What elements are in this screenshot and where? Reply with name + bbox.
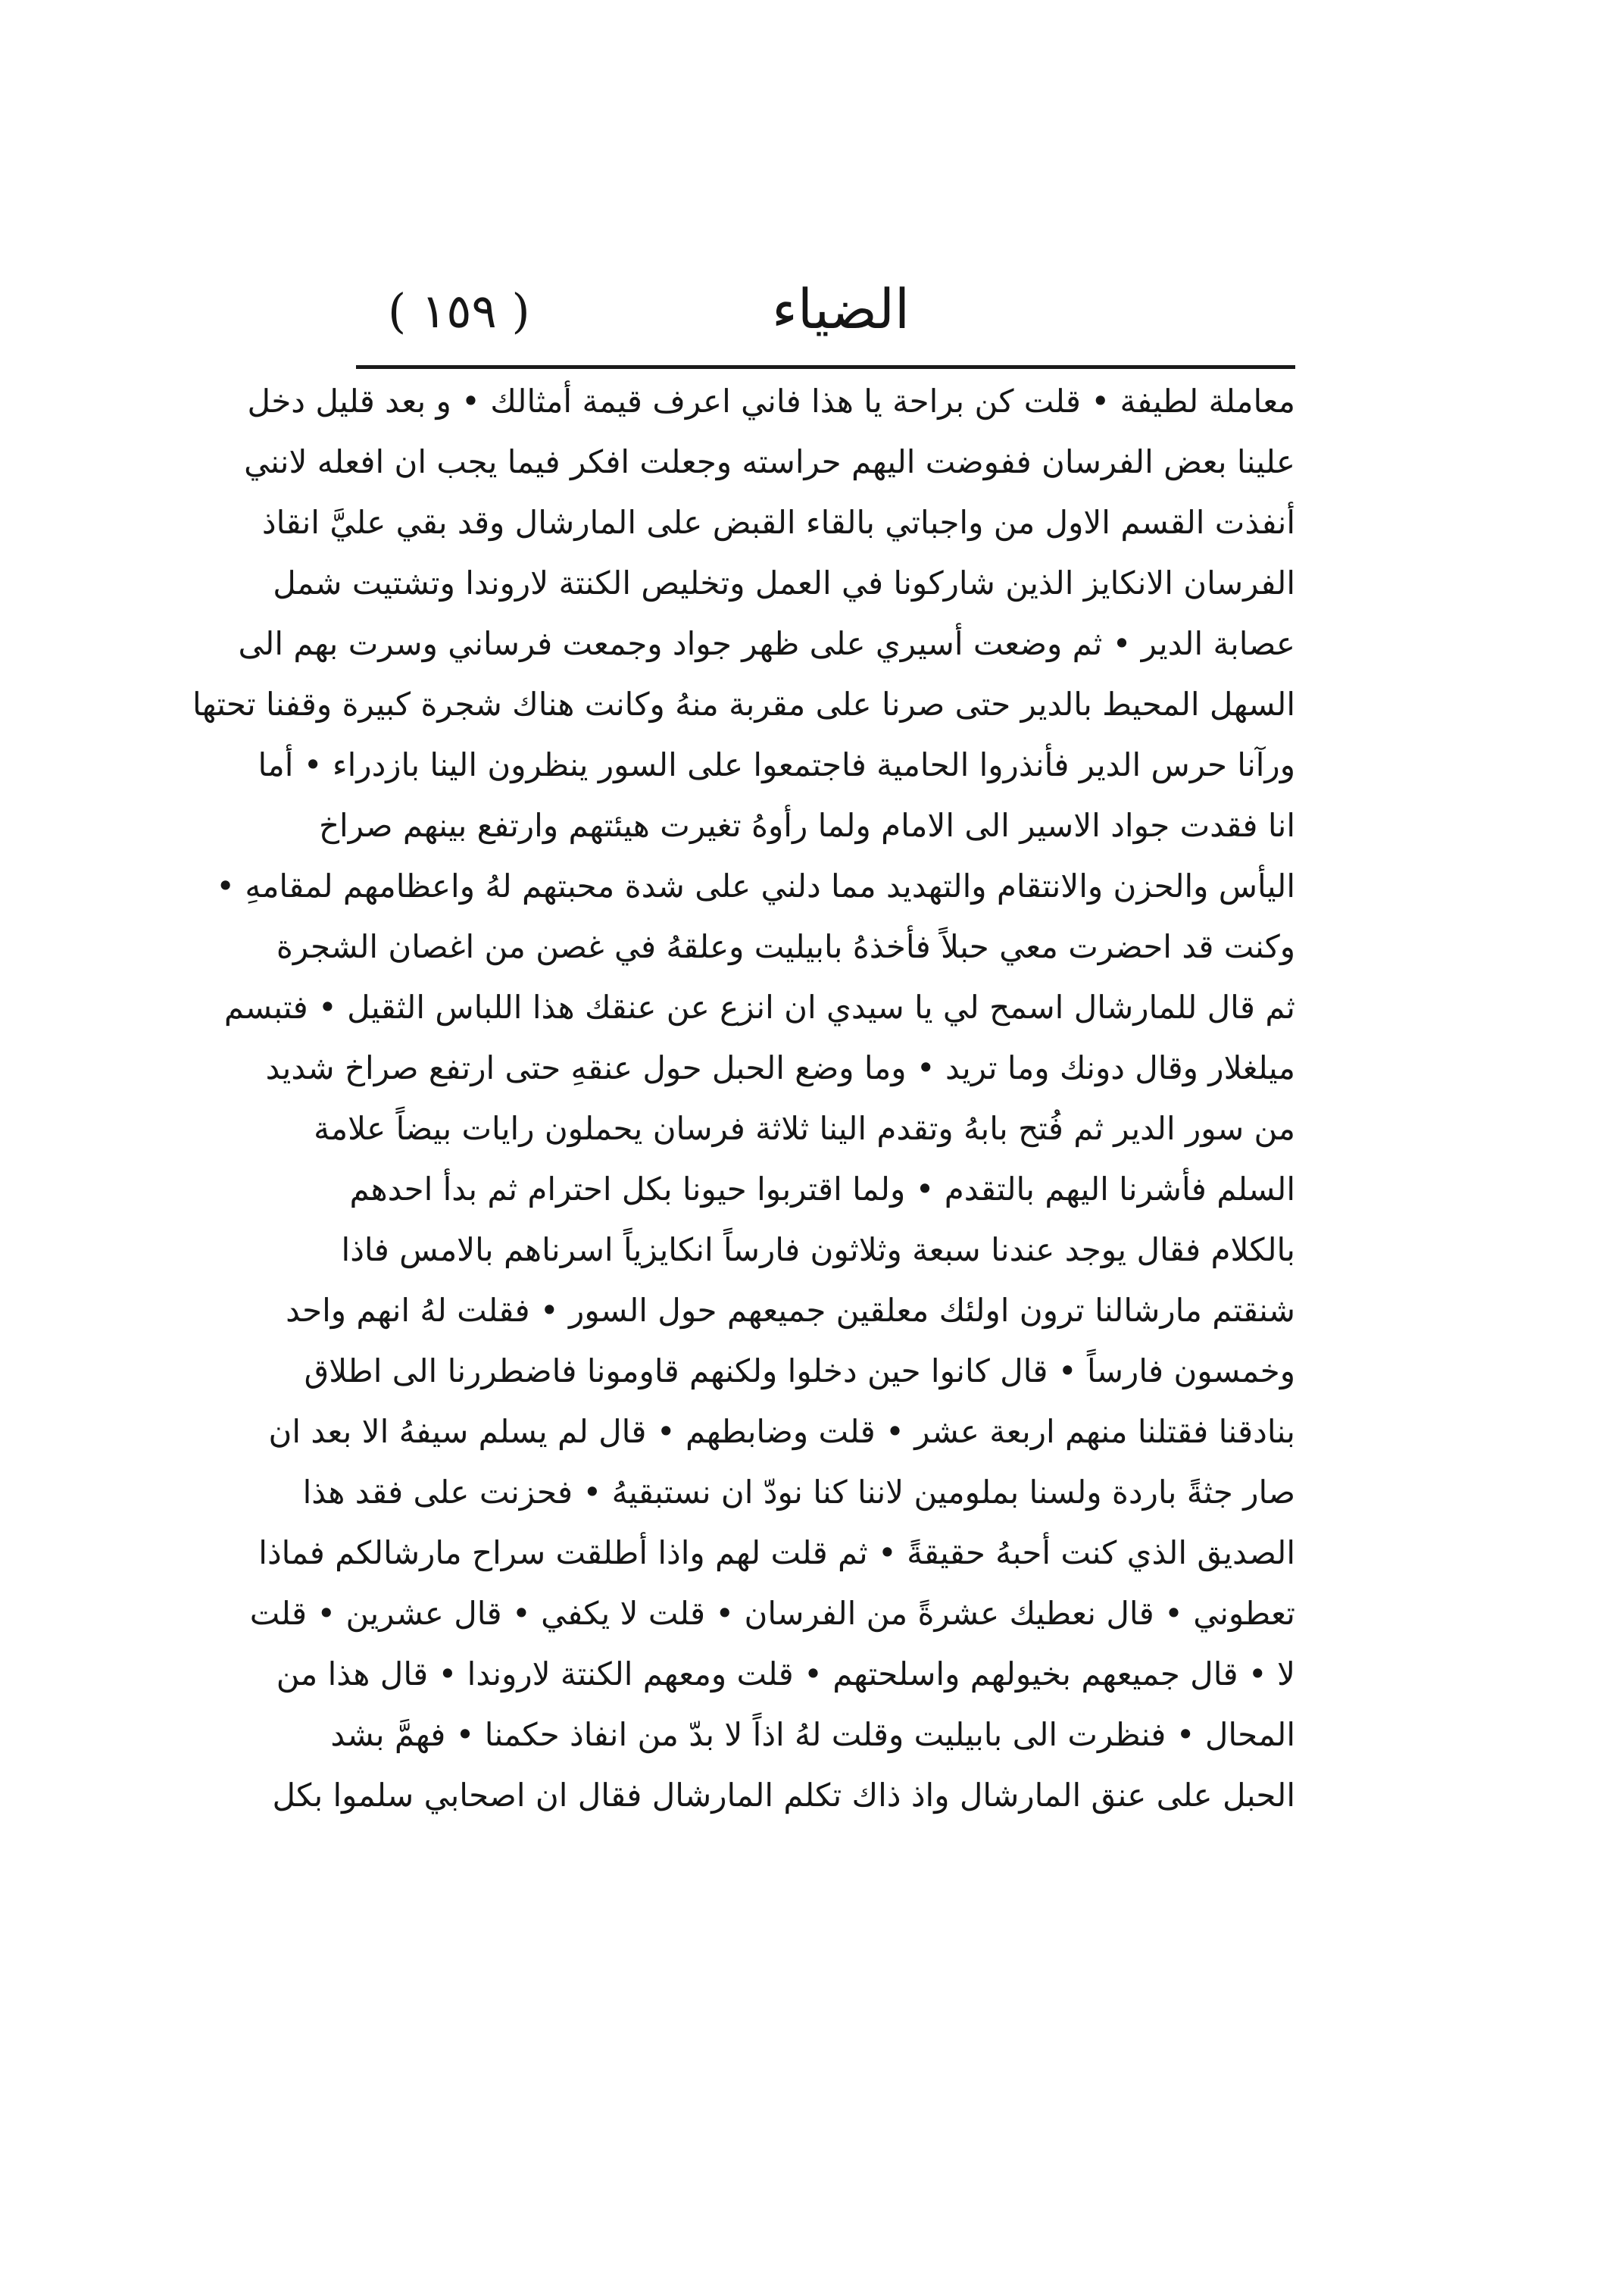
header-rule: [356, 365, 1295, 369]
text-line: معاملة لطيفة • قلت كن براحة يا هذا فاني اعرف قيمة أمثالك • و بعد قليل دخل: [247, 383, 1295, 420]
text-line: السلم فأشرنا اليهم بالتقدم • ولما اقتربوا حيونا بكل احترام ثم بدأ احدهم: [349, 1171, 1295, 1208]
text-line: بنادقنا فقتلنا منهم اربعة عشر • قلت وضابطهم • قال لم يسلم سيفهُ الا بعد ان: [268, 1413, 1295, 1450]
text-line: علينا بعض الفرسان ففوضت اليهم حراسته وجعلت افكر فيما يجب ان افعله لانني: [244, 443, 1295, 480]
text-line: وكنت قد احضرت معي حبلاً فأخذهُ بابيليت وعلقهُ في غصن من اغصان الشجرة: [276, 928, 1295, 965]
body-text: [192, 379, 1295, 1833]
text-line: الصديق الذي كنت أحبهُ حقيقةً • ثم قلت لهم واذا أطلقت سراح مارشالكم فماذا: [258, 1534, 1295, 1571]
text-line: اليأس والحزن والانتقام والتهديد مما دلني على شدة محبتهم لهُ واعظامهم لمقامهِ •: [216, 867, 1295, 905]
text-line: ورآنا حرس الدير فأنذروا الحامية فاجتمعوا على السور ينظرون الينا بازدراء • أما: [258, 746, 1295, 783]
page-header: [356, 277, 1295, 365]
running-title: الضياء: [772, 277, 910, 341]
page-number: ( ١٥٩ ): [388, 283, 530, 339]
text-line: صار جثةً باردة ولسنا بملومين لاننا كنا نودّ ان نستبقيهُ • فحزنت على فقد هذا: [302, 1474, 1295, 1511]
text-line: انا فقدت جواد الاسير الى الامام ولما رأوهُ تغيرت هيئتهم وارتفع بينهم صراخ: [318, 807, 1295, 844]
text-line: من سور الدير ثم فُتح بابهُ وتقدم الينا ثلاثة فرسان يحملون رايات بيضاً علامة: [314, 1110, 1295, 1147]
text-line: السهل المحيط بالدير حتى صرنا على مقربة منهُ وكانت هناك شجرة كبيرة وقفنا تحتها: [192, 686, 1295, 723]
text-line: لا • قال جميعهم بخيولهم واسلحتهم • قلت ومعهم الكنتة لاروندا • قال هذا من: [276, 1655, 1295, 1692]
text-line: وخمسون فارساً • قال كانوا حين دخلوا ولكنهم قاومونا فاضطررنا الى اطلاق: [304, 1352, 1295, 1389]
text-line: ثم قال للمارشال اسمح لي يا سيدي ان انزع عن عنقك هذا اللباس الثقيل • فتبسم: [223, 989, 1295, 1026]
text-line: شنقتم مارشالنا ترون اولئك معلقين جميعهم حول السور • فقلت لهُ انهم واحد: [286, 1292, 1295, 1329]
text-line: أنفذت القسم الاول من واجباتي بالقاء القبض على المارشال وقد بقي عليَّ انقاذ: [261, 504, 1295, 541]
text-line: عصابة الدير • ثم وضعت أسيري على ظهر جواد وجمعت فرساني وسرت بهم الى: [238, 625, 1295, 662]
text-line: تعطوني • قال نعطيك عشرةً من الفرسان • قلت لا يكفي • قال عشرين • قلت: [249, 1595, 1295, 1632]
text-line: المحال • فنظرت الى بابيليت وقلت لهُ اذاً لا بدّ من انفاذ حكمنا • فهمَّ بشد: [330, 1716, 1295, 1753]
text-line: الحبل على عنق المارشال واذ ذاك تكلم المارشال فقال ان اصحابي سلموا بكل: [272, 1777, 1295, 1814]
text-line: بالكلام فقال يوجد عندنا سبعة وثلاثون فارساً انكايزياً اسرناهم بالامس فاذا: [341, 1231, 1295, 1268]
text-line: ميلغلار وقال دونك وما تريد • وما وضع الحبل حول عنقهِ حتى ارتفع صراخ شديد: [265, 1049, 1295, 1086]
text-line: الفرسان الانكايز الذين شاركونا في العمل وتخليص الكنتة لاروندا وتشتيت شمل: [273, 564, 1295, 602]
